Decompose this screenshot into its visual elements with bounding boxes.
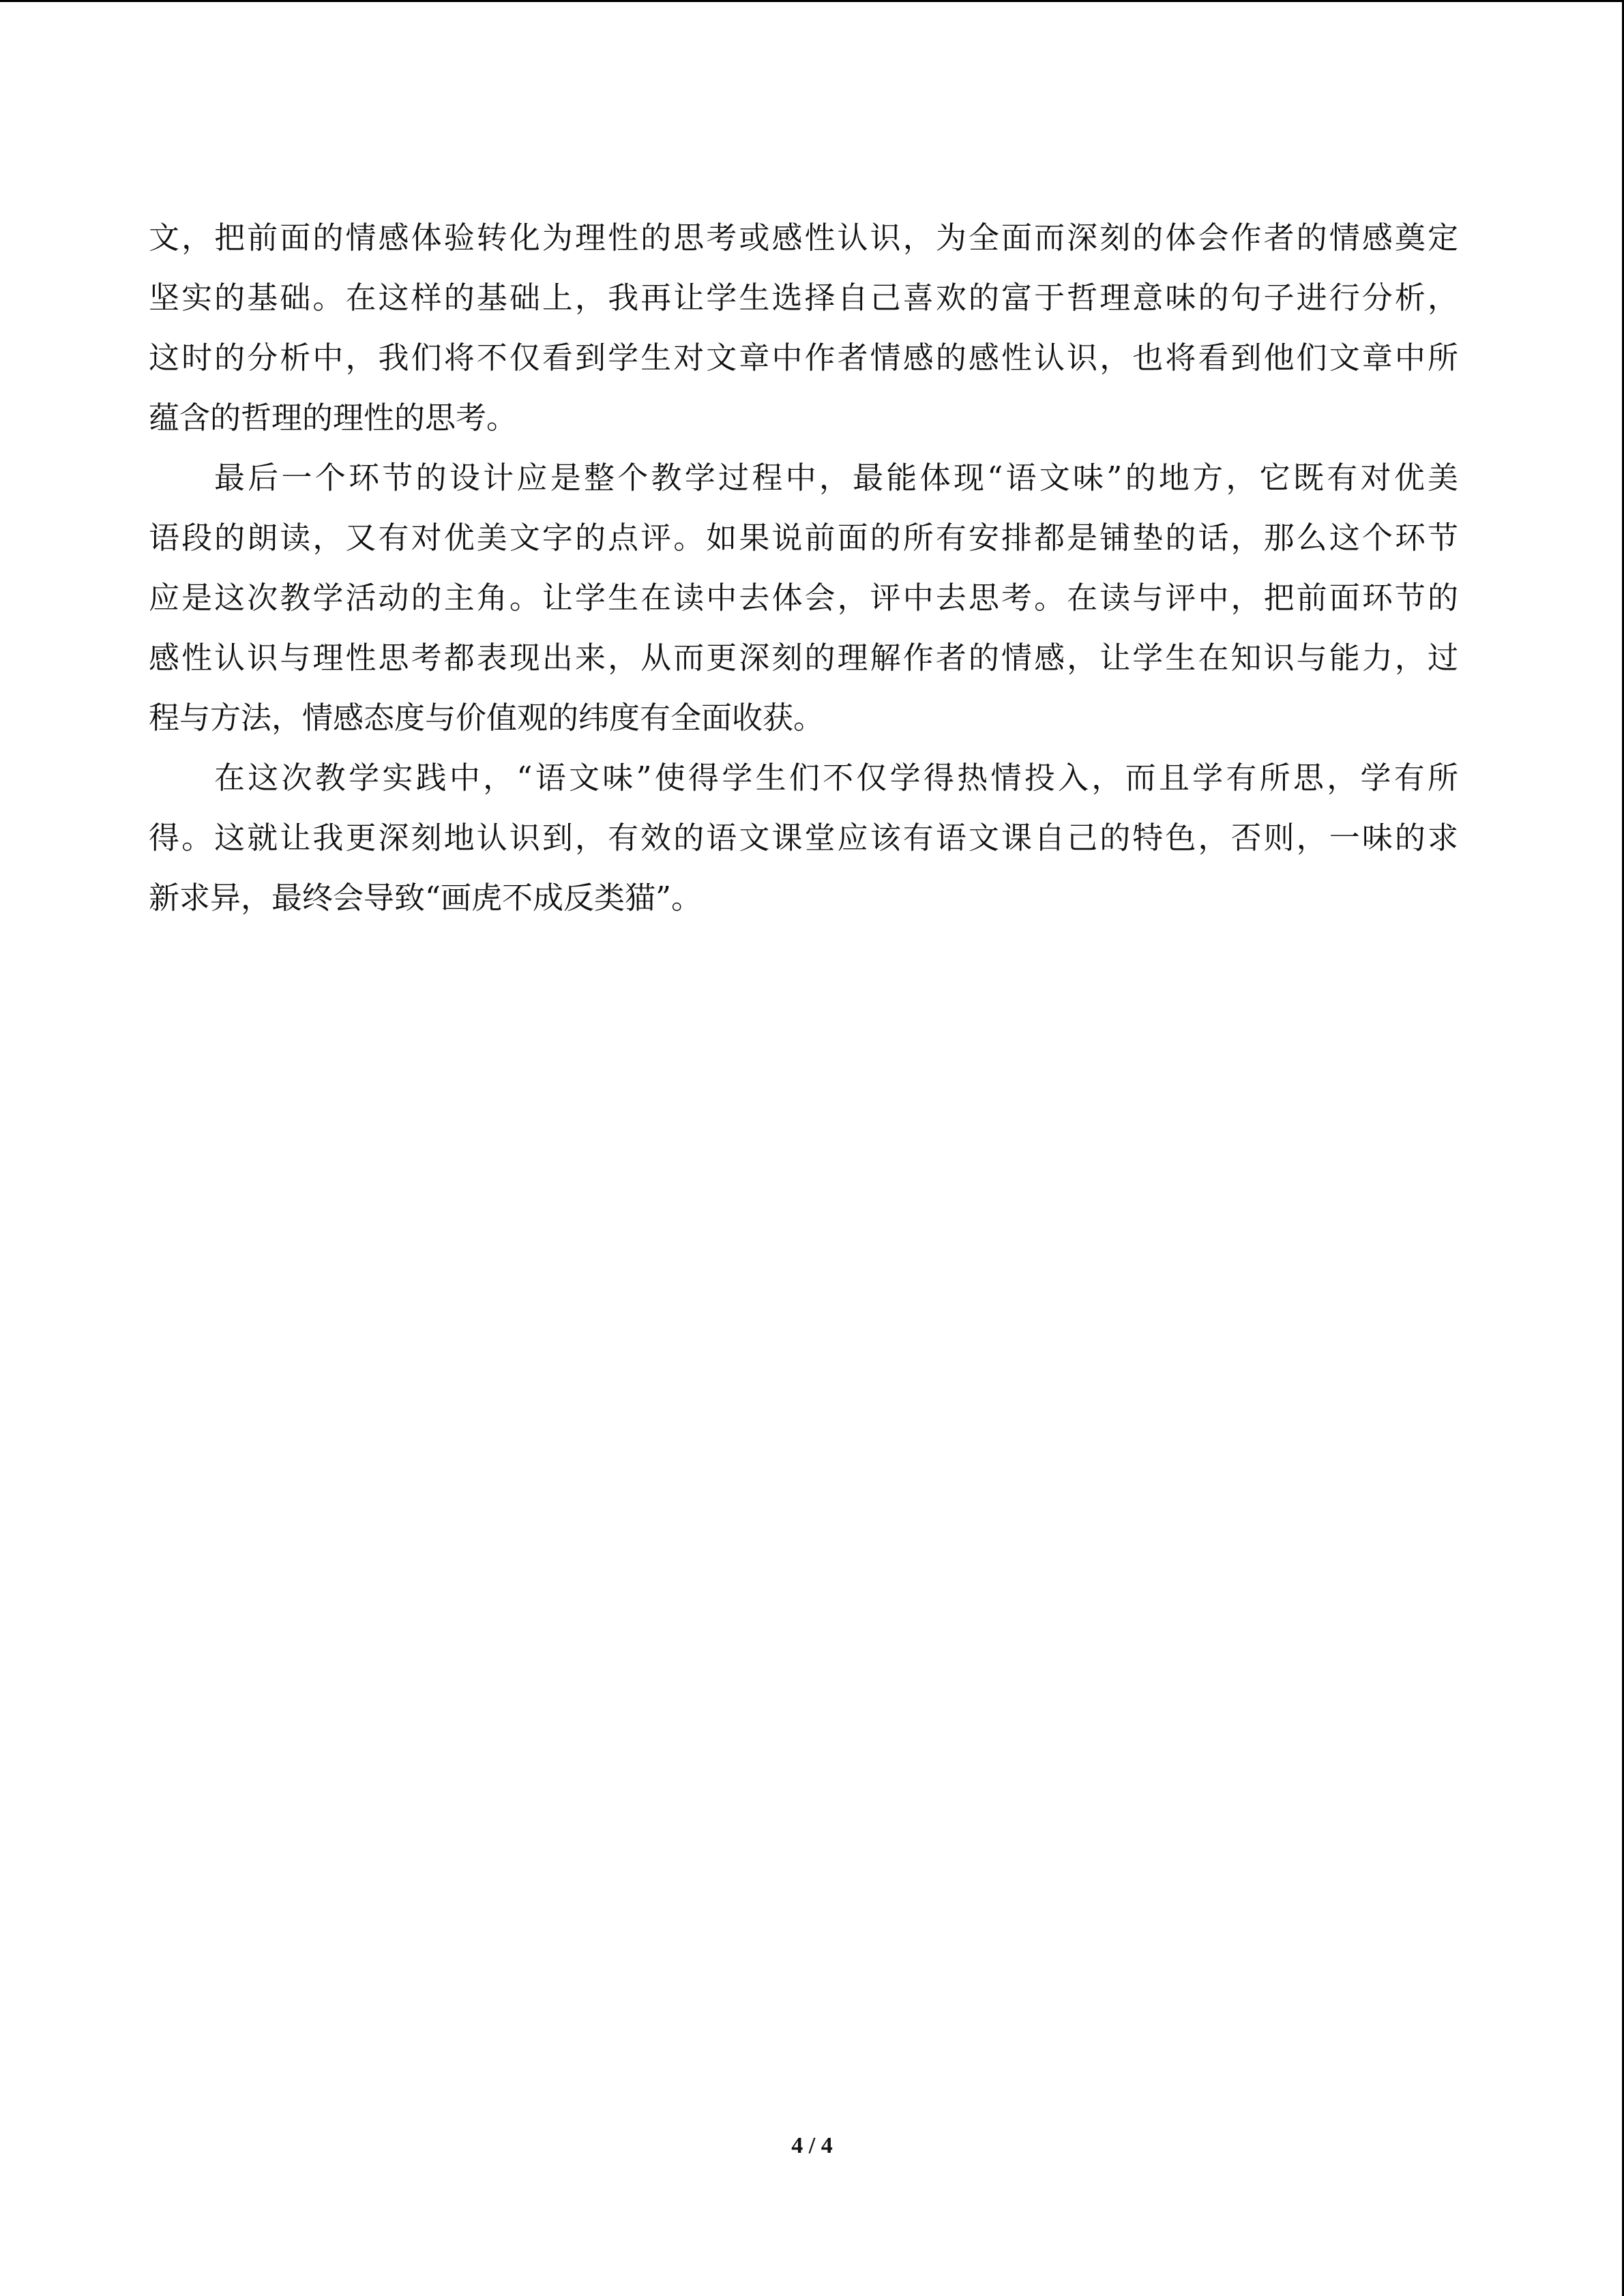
paragraph-2 xyxy=(149,448,1458,748)
paragraph-2-line-2: 语段的朗读，又有对优美文字的点评。如果说前面的所有安排都是铺垫的话，那么这个环节 xyxy=(149,520,1458,556)
paragraph-2-line-1: 最后一个环节的设计应是整个教学过程中，最能体现“语文味”的地方，它既有对优美 xyxy=(214,460,1458,496)
paragraph-1-line-2: 坚实的基础。在这样的基础上，我再让学生选择自己喜欢的富于哲理意味的句子进行分析， xyxy=(149,280,1458,316)
page-number: 4 / 4 xyxy=(791,2133,833,2158)
paragraph-3-line-3: 新求异，最终会导致“画虎不成反类猫”。 xyxy=(149,880,703,916)
paragraph-2-line-3: 应是这次教学活动的主角。让学生在读中去体会，评中去思考。在读与评中，把前面环节的 xyxy=(149,580,1458,616)
paragraph-1-line-3: 这时的分析中，我们将不仅看到学生对文章中作者情感的感性认识，也将看到他们文章中所 xyxy=(149,340,1458,376)
paragraph-1-line-4: 蕴含的哲理的理性的思考。 xyxy=(149,400,518,436)
paragraph-1-line-1: 文，把前面的情感体验转化为理性的思考或感性认识，为全面而深刻的体会作者的情感奠定 xyxy=(149,220,1458,256)
page-top-border xyxy=(0,0,1624,2)
paragraph-3-line-2: 得。这就让我更深刻地认识到，有效的语文课堂应该有语文课自己的特色，否则，一味的求 xyxy=(149,820,1458,856)
paragraph-3-line-1: 在这次教学实践中，“语文味”使得学生们不仅学得热情投入，而且学有所思，学有所 xyxy=(214,760,1458,796)
paragraph-1 xyxy=(149,208,1458,448)
document-body xyxy=(149,208,1458,928)
paragraph-3 xyxy=(149,748,1458,928)
paragraph-2-line-4: 感性认识与理性思考都表现出来，从而更深刻的理解作者的情感，让学生在知识与能力，过 xyxy=(149,640,1458,676)
paragraph-2-line-5: 程与方法，情感态度与价值观的纬度有全面收获。 xyxy=(149,700,825,736)
